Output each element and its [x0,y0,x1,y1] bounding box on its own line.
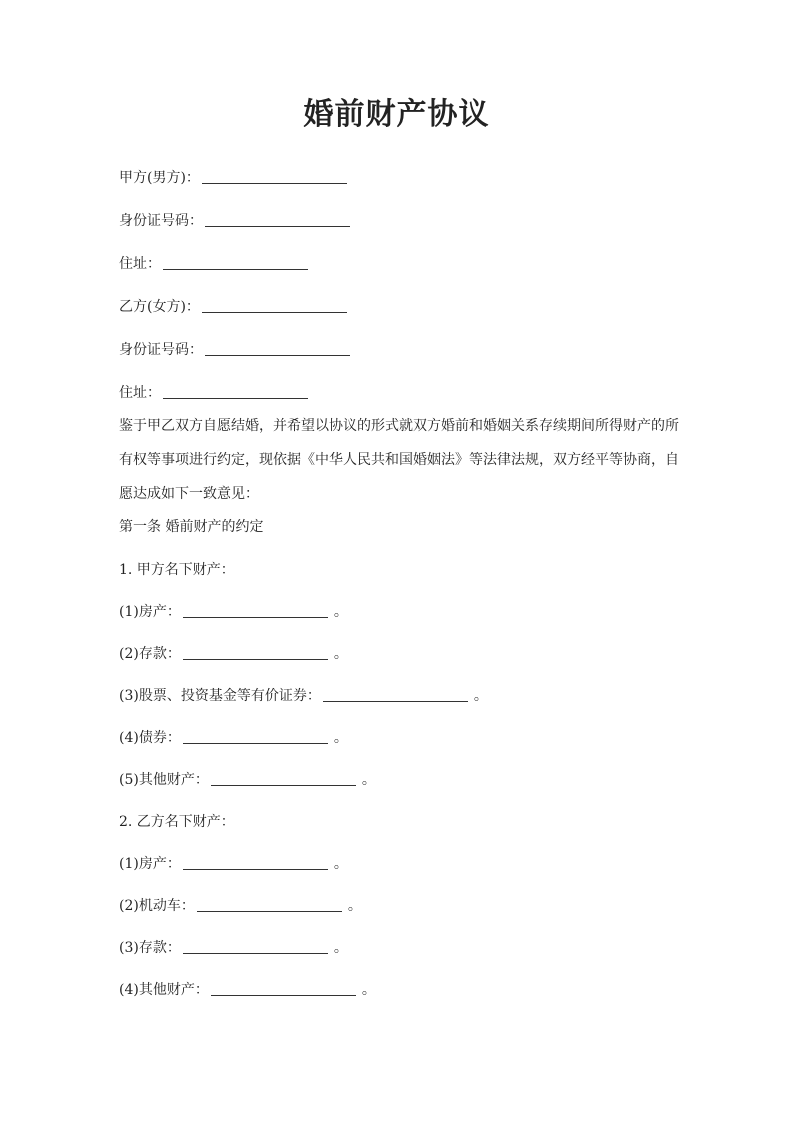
party-b-id-label: 身份证号码： [119,342,203,358]
party-a-line [119,168,347,188]
party-b-line [119,297,347,317]
party-a-id-line [119,211,350,231]
section1-heading: 1. 甲方名下财产： [119,562,235,578]
a-item-bonds [119,728,348,748]
a-item-house [119,602,348,622]
b-item-label: (1)房产： [119,856,181,872]
b-item-label: (4)其他财产： [119,982,209,998]
b-item-blank[interactable] [197,897,342,912]
period-mark: 。 [333,730,348,746]
party-b-address-line [119,383,308,403]
b-item-vehicle [119,896,362,916]
period-mark: 。 [473,688,488,704]
a-item-securities [119,686,488,706]
b-item-blank[interactable] [183,855,328,870]
a-item-label: (3)股票、投资基金等有价证券： [119,688,321,704]
party-b-label: 乙方(女方)： [119,299,200,315]
a-item-label: (2)存款： [119,646,181,662]
party-b-blank[interactable] [202,298,347,313]
article1-heading: 第一条 婚前财产的约定 [119,519,264,535]
b-item-other [119,980,376,1000]
party-b-address-label: 住址： [119,385,161,401]
document-title: 婚前财产协议 [303,97,490,132]
b-item-blank[interactable] [183,939,328,954]
period-mark: 。 [333,604,348,620]
party-b-id-line [119,340,350,360]
a-item-blank[interactable] [323,687,468,702]
a-item-deposit [119,644,348,664]
party-b-id-blank[interactable] [205,341,350,356]
b-item-label: (2)机动车： [119,898,195,914]
a-item-label: (4)债券： [119,730,181,746]
period-mark: 。 [333,646,348,662]
b-item-label: (3)存款： [119,940,181,956]
period-mark: 。 [333,856,348,872]
party-a-address-line [119,254,308,274]
b-item-blank[interactable] [211,981,356,996]
party-a-id-label: 身份证号码： [119,213,203,229]
party-a-id-blank[interactable] [205,212,350,227]
b-item-house [119,854,348,874]
period-mark: 。 [333,940,348,956]
a-item-label: (1)房产： [119,604,181,620]
period-mark: 。 [361,772,376,788]
party-b-address-blank[interactable] [163,384,308,399]
a-item-blank[interactable] [183,645,328,660]
section2-heading: 2. 乙方名下财产： [119,814,235,830]
a-item-blank[interactable] [211,771,356,786]
period-mark: 。 [347,898,362,914]
party-a-address-label: 住址： [119,256,161,272]
b-item-deposit [119,938,348,958]
a-item-blank[interactable] [183,603,328,618]
a-item-blank[interactable] [183,729,328,744]
party-a-label: 甲方(男方)： [119,170,200,186]
a-item-other [119,770,376,790]
party-a-address-blank[interactable] [163,255,308,270]
party-a-blank[interactable] [202,169,347,184]
a-item-label: (5)其他财产： [119,772,209,788]
intro-paragraph: 鉴于甲乙双方自愿结婚，并希望以协议的形式就双方婚前和婚姻关系存续期间所得财产的所有权等事项进行约定，现依据《中华人民共和国婚姻法》等法律法规，双方经平等协商，自愿达成如下一致意见： [119,418,679,502]
period-mark: 。 [361,982,376,998]
